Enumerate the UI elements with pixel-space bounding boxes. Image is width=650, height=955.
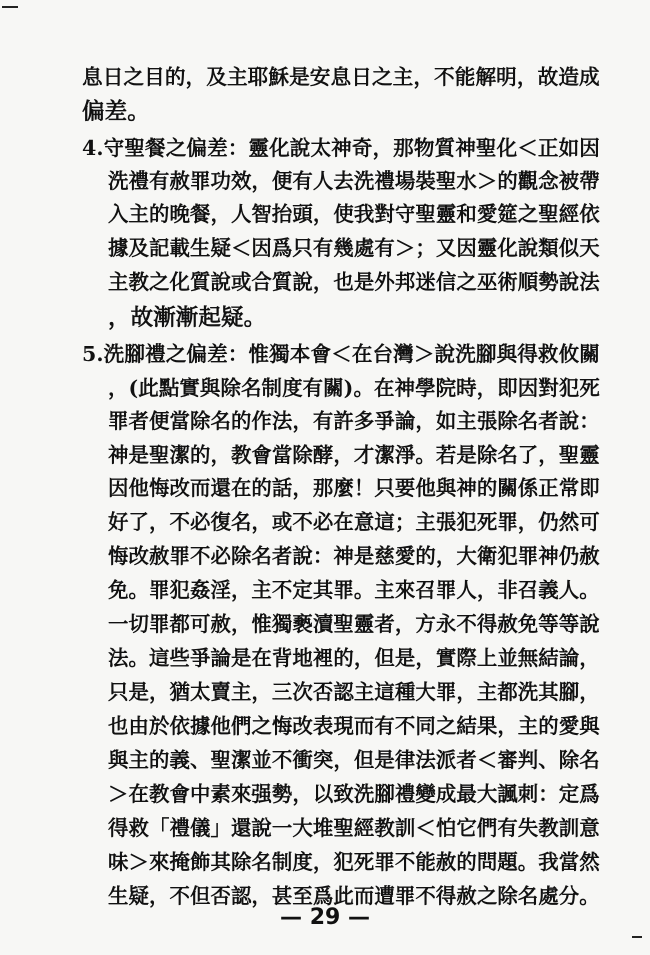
text-line: 4.守聖餐之偏差：靈化說太神奇，那物質神聖化＜正如因 bbox=[82, 136, 600, 160]
text-line: ，(此點實與除名制度有關)。在神學院時，即因對犯死 bbox=[108, 376, 600, 400]
text-line: 主教之化質說或合質說，也是外邦迷信之巫術順勢說法 bbox=[108, 270, 600, 294]
text-line: 也由於依據他們之悔改表現而有不同之結果，主的愛與 bbox=[108, 714, 600, 738]
text-line: 只是，猶太賣主，三次否認主這種大罪，主都洗其腳， bbox=[108, 680, 600, 704]
text-line: 法。這些爭論是在背地裡的，但是，實際上並無結論， bbox=[108, 646, 600, 670]
text-line: 5.洗腳禮之偏差：惟獨本會＜在台灣＞說洗腳與得救攸關 bbox=[82, 342, 600, 366]
text-line: 與主的義、聖潔並不衝突，但是律法派者＜審判、除名 bbox=[108, 748, 600, 772]
text-line: 味＞來掩飾其除名制度，犯死罪不能赦的問題。我當然 bbox=[108, 850, 600, 874]
corner-mark bbox=[632, 936, 642, 938]
corner-mark bbox=[2, 6, 18, 8]
text-line: 洗禮有赦罪功效，便有人去洗禮場裝聖水＞的觀念被帶 bbox=[108, 169, 600, 193]
text-line: 因他悔改而還在的話，那麼！只要他與神的關係正常即 bbox=[108, 476, 600, 500]
text-line: 悔改赦罪不必除名者說：神是慈愛的，大衛犯罪神仍赦 bbox=[108, 544, 600, 568]
text-line: 息日之目的，及主耶穌是安息日之主，不能解明，故造成 bbox=[82, 65, 600, 89]
text-line: 一切罪都可赦，惟獨褻瀆聖靈者，方永不得赦免等等說 bbox=[108, 612, 600, 636]
text-line: 得救「禮儀」還說一大堆聖經教訓＜怕它們有失教訓意 bbox=[108, 816, 600, 840]
text-line: 好了，不必復名，或不必在意這；主張犯死罪，仍然可 bbox=[108, 510, 600, 534]
text-line: 免。罪犯姦淫，主不定其罪。主來召罪人，非召義人。 bbox=[108, 578, 600, 602]
text-line: 生疑，不但否認，甚至爲此而遭罪不得赦之除名處分。 bbox=[108, 884, 600, 908]
page-number: — 29 — bbox=[280, 905, 370, 930]
text-line: 據及記載生疑＜因爲只有幾處有＞；又因靈化說類似天 bbox=[108, 236, 600, 260]
text-line: 入主的晚餐，人智抬頭，使我對守聖靈和愛筵之聖經依 bbox=[108, 202, 600, 226]
text-line: ，故漸漸起疑。 bbox=[108, 305, 267, 331]
text-line: ＞在教會中素來强勢，以致洗腳禮變成最大諷刺：定爲 bbox=[108, 782, 600, 806]
text-line: 偏差。 bbox=[82, 99, 150, 125]
text-line: 罪者便當除名的作法，有許多爭論，如主張除名者說： bbox=[108, 409, 600, 433]
text-line: 神是聖潔的，教會當除酵，才潔淨。若是除名了，聖靈 bbox=[108, 443, 600, 467]
